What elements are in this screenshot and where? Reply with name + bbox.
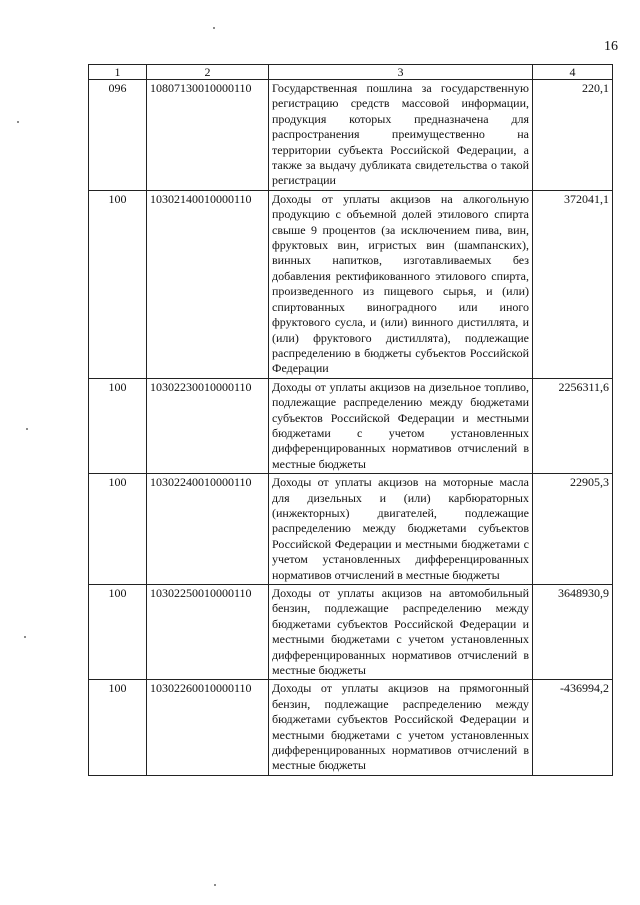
administrator-code-cell: 100	[89, 585, 147, 680]
amount-cell: -436994,2	[533, 680, 613, 775]
column-header: 1	[89, 65, 147, 80]
administrator-code-cell: 096	[89, 80, 147, 191]
revenue-name-cell: Доходы от уплаты акцизов на автомобильный бензин, подлежащие распределению между бюджетами субъектов Российской Федерации и местными бюджетами с учетом установленных дифференцированных нормативов отчислений в местные бюджеты	[269, 585, 533, 680]
amount-cell: 372041,1	[533, 190, 613, 378]
table-header-row	[89, 65, 613, 80]
page-number: 16	[604, 39, 618, 54]
table-row	[89, 80, 613, 191]
table-row	[89, 474, 613, 585]
table-row	[89, 680, 613, 775]
scan-speck	[24, 636, 26, 638]
administrator-code-cell: 100	[89, 680, 147, 775]
table-row	[89, 585, 613, 680]
budget-classification-code-cell: 10302230010000110	[147, 378, 269, 473]
scan-speck	[26, 428, 28, 430]
administrator-code-cell: 100	[89, 474, 147, 585]
column-header: 4	[533, 65, 613, 80]
budget-classification-code-cell: 10302240010000110	[147, 474, 269, 585]
revenue-table	[88, 64, 613, 776]
revenue-name-cell: Доходы от уплаты акцизов на прямогонный бензин, подлежащие распределению между бюджетами субъектов Российской Федерации и местными бюджетами с учетом установленных дифференцированных нормативов отчислений в местные бюджеты	[269, 680, 533, 775]
scan-speck	[214, 884, 216, 886]
budget-classification-code-cell: 10807130010000110	[147, 80, 269, 191]
budget-classification-code-cell: 10302260010000110	[147, 680, 269, 775]
revenue-name-cell: Доходы от уплаты акцизов на моторные масла для дизельных и (или) карбюраторных (инжекторных) двигателей, подлежащие распределению между бюджетами субъектов Российской Федерации и местными бюджетами с учетом установленных дифференцированных нормативов отчислений в местные бюджеты	[269, 474, 533, 585]
table-row	[89, 378, 613, 473]
revenue-name-cell: Доходы от уплаты акцизов на алкогольную продукцию с объемной долей этилового спирта свыше 9 процентов (за исключением пива, вин, фруктовых вин, игристых вин (шампанских), винных напитков, изготавливаемых без добавления ректификованного этилового спирта, произведенного из пищевого сырья, и (или) спиртованных виноградного или иного фруктового сусла, и (или) винного дистиллята, и (или) фруктового дистиллята), подлежащие распределению в бюджеты субъектов Российской Федерации	[269, 190, 533, 378]
scan-speck	[213, 27, 215, 29]
revenue-name-cell: Доходы от уплаты акцизов на дизельное топливо, подлежащие распределению между бюджетами субъектов Российской Федерации и местными бюджетами с учетом установленных дифференцированных нормативов отчислений в местные бюджеты	[269, 378, 533, 473]
budget-classification-code-cell: 10302140010000110	[147, 190, 269, 378]
amount-cell: 3648930,9	[533, 585, 613, 680]
amount-cell: 220,1	[533, 80, 613, 191]
column-header: 3	[269, 65, 533, 80]
scan-speck	[17, 121, 19, 123]
amount-cell: 2256311,6	[533, 378, 613, 473]
column-header: 2	[147, 65, 269, 80]
revenue-name-cell: Государственная пошлина за государственную регистрацию средств массовой информации, продукция которых предназначена для распространения преимущественно на территории субъекта Российской Федерации, а также за выдачу дубликата свидетельства о такой регистрации	[269, 80, 533, 191]
amount-cell: 22905,3	[533, 474, 613, 585]
table-row	[89, 190, 613, 378]
budget-classification-code-cell: 10302250010000110	[147, 585, 269, 680]
administrator-code-cell: 100	[89, 190, 147, 378]
administrator-code-cell: 100	[89, 378, 147, 473]
